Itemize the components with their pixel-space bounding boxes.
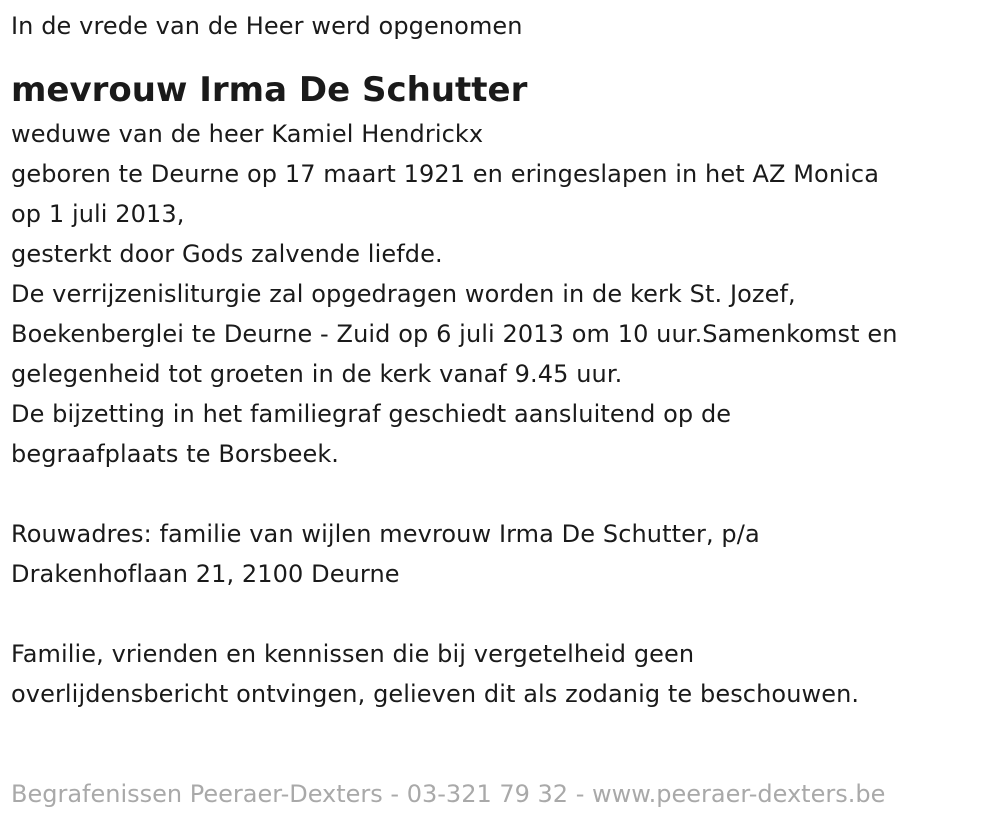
details-line: Boekenberglei te Deurne - Zuid op 6 juli 2013 om 10 uur.Samenkomst en	[11, 320, 898, 348]
details-line: weduwe van de heer Kamiel Hendrickx	[11, 120, 484, 148]
closing-block	[11, 634, 991, 714]
address-block	[11, 514, 991, 594]
details-line: gesterkt door Gods zalvende liefde.	[11, 240, 443, 268]
details-line: De bijzetting in het familiegraf geschiedt aansluitend op de	[11, 400, 732, 428]
details-line: De verrijzenisliturgie zal opgedragen worden in de kerk St. Jozef,	[11, 280, 796, 308]
funeral-home-footer: Begrafenissen Peeraer-Dexters - 03-321 79 32 - www.peeraer-dexters.be	[11, 780, 886, 808]
details-line: gelegenheid tot groeten in de kerk vanaf 9.45 uur.	[11, 360, 623, 388]
address-line: Rouwadres: familie van wijlen mevrouw Irma De Schutter, p/a	[11, 520, 760, 548]
details-line: geboren te Deurne op 17 maart 1921 en eringeslapen in het AZ Monica	[11, 160, 880, 188]
details-block	[11, 114, 991, 474]
details-line: begraafplaats te Borsbeek.	[11, 440, 340, 468]
address-line: Drakenhoflaan 21, 2100 Deurne	[11, 560, 400, 588]
closing-line: overlijdensbericht ontvingen, gelieven dit als zodanig te beschouwen.	[11, 680, 860, 708]
closing-line: Familie, vrienden en kennissen die bij vergetelheid geen	[11, 640, 695, 668]
spacer	[11, 594, 991, 634]
spacer	[11, 474, 991, 514]
obituary-notice	[11, 8, 991, 714]
deceased-name: mevrouw Irma De Schutter	[11, 70, 528, 110]
details-line: op 1 juli 2013,	[11, 200, 185, 228]
intro-text: In de vrede van de Heer werd opgenomen	[11, 12, 523, 40]
